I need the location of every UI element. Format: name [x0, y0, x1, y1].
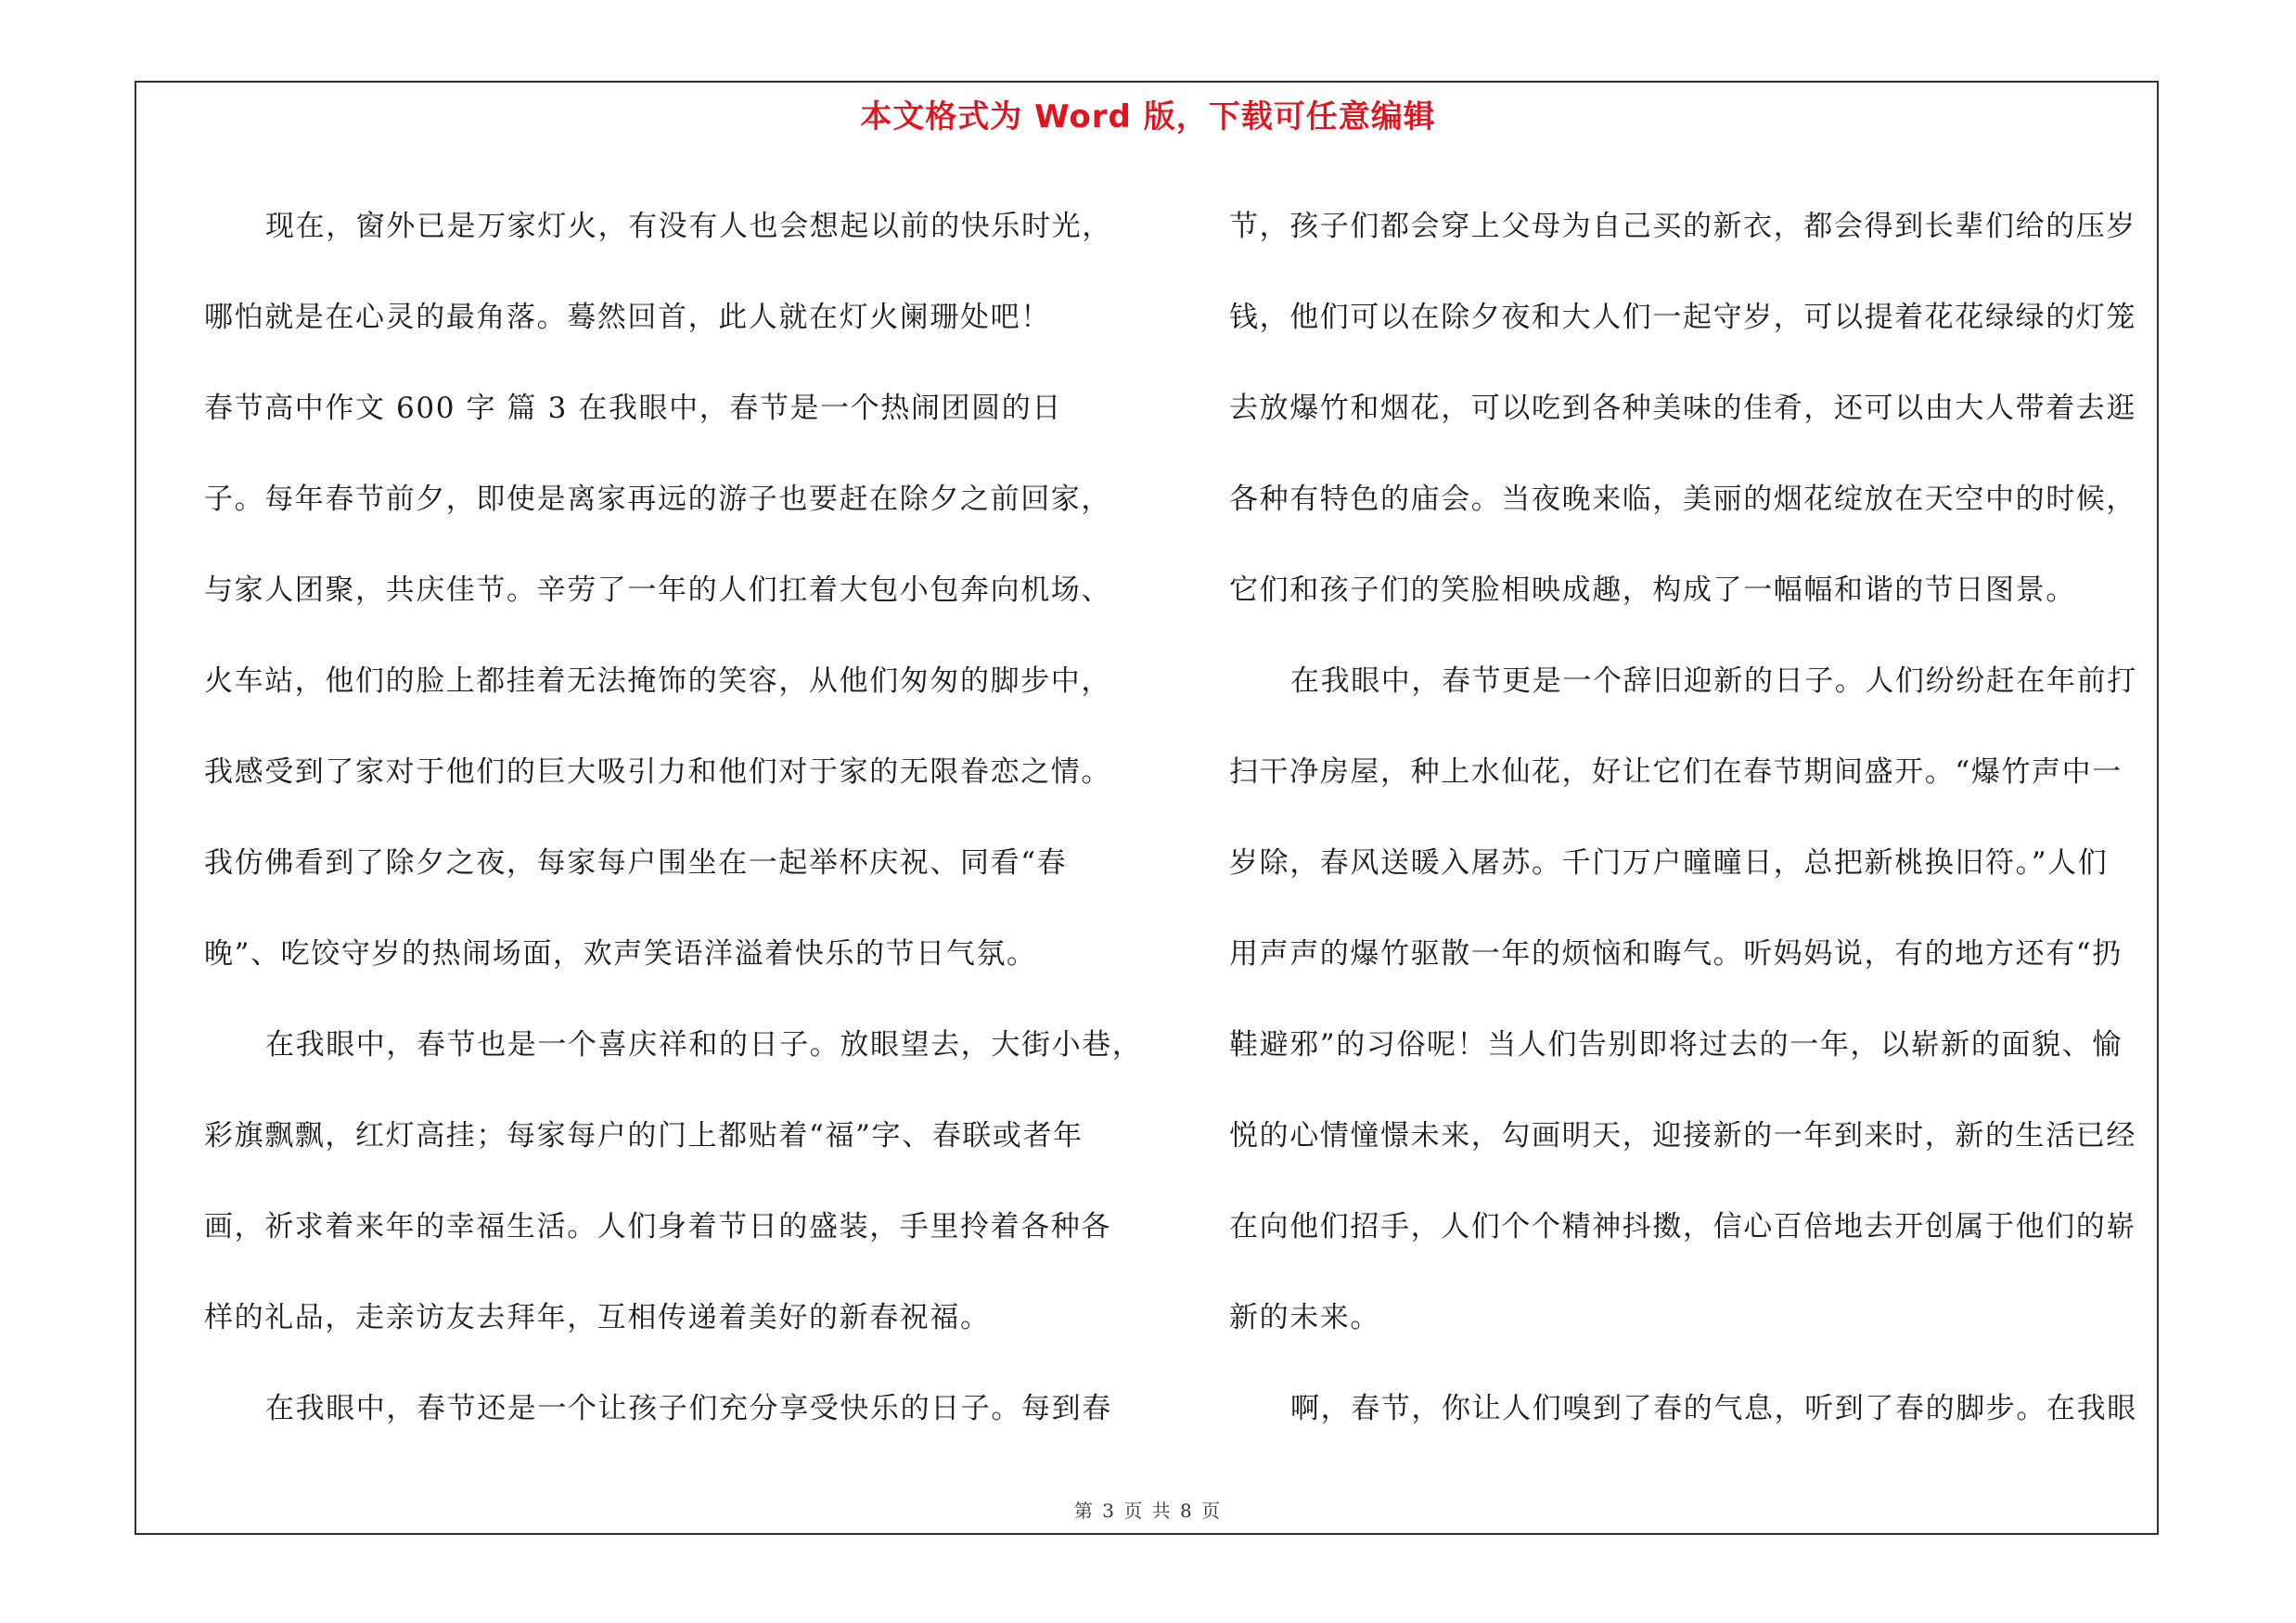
text-line: 火车站，他们的脸上都挂着无法掩饰的笑容，从他们匆匆的脚步中，	[204, 664, 1111, 698]
text-line: 去放爆竹和烟花，可以吃到各种美味的佳肴，还可以由大人带着去逛	[1229, 392, 2136, 425]
text-line: 在向他们招手，人们个个精神抖擞，信心百倍地去开创属于他们的崭	[1229, 1210, 2136, 1243]
text-line: 鞋避邪”的习俗呢！当人们告别即将过去的一年，以崭新的面貌、愉	[1229, 1028, 2123, 1062]
text-line: 现在，窗外已是万家灯火，有没有人也会想起以前的快乐时光，	[265, 210, 1112, 243]
text-line: 子。每年春节前夕，即使是离家再远的游子也要赶在除夕之前回家，	[204, 483, 1111, 516]
text-line: 新的未来。	[1229, 1301, 1380, 1334]
text-line: 岁除，春风送暖入屠苏。千门万户曈曈日，总把新桃换旧符。”人们	[1229, 846, 2109, 880]
text-line: 钱，他们可以在除夕夜和大人们一起守岁，可以提着花花绿绿的灯笼	[1229, 301, 2136, 334]
text-line: 在我眼中，春节更是一个辞旧迎新的日子。人们纷纷赶在年前打	[1290, 664, 2137, 698]
page-number-footer: 第 3 页 共 8 页	[1073, 1500, 1223, 1522]
text-line: 我仿佛看到了除夕之夜，每家每户围坐在一起举杯庆祝、同看“春	[204, 846, 1068, 880]
left-column	[204, 181, 1155, 1454]
text-line: 它们和孩子们的笑脸相映成趣，构成了一幅幅和谐的节日图景。	[1229, 573, 2076, 607]
text-line: 与家人团聚，共庆佳节。辛劳了一年的人们扛着大包小包奔向机场、	[204, 573, 1111, 607]
text-line: 画，祈求着来年的幸福生活。人们身着节日的盛装，手里拎着各种各	[204, 1210, 1111, 1243]
header-banner: 本文格式为 Word 版，下载可任意编辑	[860, 98, 1436, 135]
text-line: 晚”、吃饺守岁的热闹场面，欢声笑语洋溢着快乐的节日气氛。	[204, 937, 1037, 971]
text-line: 节，孩子们都会穿上父母为自己买的新衣，都会得到长辈们给的压岁	[1229, 210, 2136, 243]
text-line: 在我眼中，春节也是一个喜庆祥和的日子。放眼望去，大街小巷，	[265, 1028, 1143, 1062]
section-heading-line: 春节高中作文 600 字 篇 3 在我眼中，春节是一个热闹团圆的日	[204, 392, 1062, 425]
text-line: 我感受到了家对于他们的巨大吸引力和他们对于家的无限眷恋之情。	[204, 755, 1111, 789]
text-line: 扫干净房屋，种上水仙花，好让它们在春节期间盛开。“爆竹声中一	[1229, 755, 2123, 789]
right-column	[1229, 181, 2175, 1454]
text-line: 哪怕就是在心灵的最角落。蓦然回首，此人就在灯火阑珊处吧！	[204, 301, 1051, 334]
text-line: 彩旗飘飘，红灯高挂；每家每户的门上都贴着“福”字、春联或者年	[204, 1119, 1084, 1153]
text-line: 用声声的爆竹驱散一年的烦恼和晦气。听妈妈说，有的地方还有“扔	[1229, 937, 2123, 971]
text-line: 啊，春节，你让人们嗅到了春的气息，听到了春的脚步。在我眼	[1290, 1392, 2137, 1425]
text-line: 各种有特色的庙会。当夜晚来临，美丽的烟花绽放在天空中的时候，	[1229, 483, 2136, 516]
text-line: 悦的心情憧憬未来，勾画明天，迎接新的一年到来时，新的生活已经	[1229, 1119, 2136, 1153]
text-line: 样的礼品，走亲访友去拜年，互相传递着美好的新春祝福。	[204, 1301, 991, 1334]
text-line: 在我眼中，春节还是一个让孩子们充分享受快乐的日子。每到春	[265, 1392, 1112, 1425]
